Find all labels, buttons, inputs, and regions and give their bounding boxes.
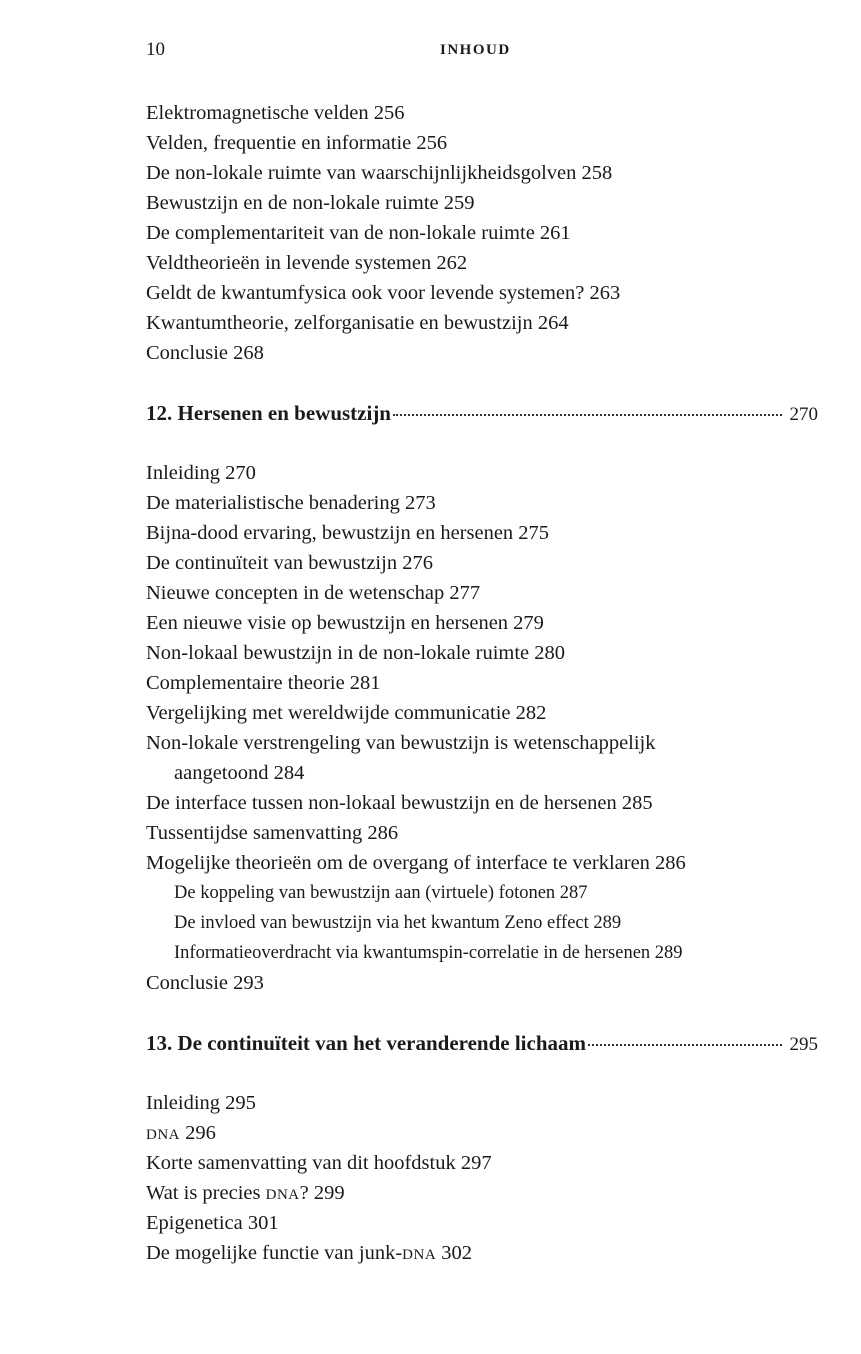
entry-page: 296 xyxy=(185,1122,216,1144)
toc-subentry: De invloed van bewustzijn via het kwantum Zeno effect 289 xyxy=(174,913,622,933)
toc-entry: Een nieuwe visie op bewustzijn en hersenen 279 xyxy=(146,612,544,634)
toc-entry: Non-lokale verstrengeling van bewustzijn is wetenschappelijk xyxy=(146,732,656,754)
toc-entry xyxy=(146,1238,818,1268)
toc-subentry: Informatieoverdracht via kwantumspin-correlatie in de hersenen 289 xyxy=(174,943,683,963)
section-previous-chapter xyxy=(146,98,818,368)
toc-entry xyxy=(146,1118,818,1148)
toc-entry: Velden, frequentie en informatie 256 xyxy=(146,132,448,154)
dna-small-caps: DNA xyxy=(265,1187,300,1203)
entry-text: ? 299 xyxy=(299,1182,345,1204)
running-head: INHOUD xyxy=(440,42,511,58)
dot-leader xyxy=(588,1044,782,1046)
toc-entry: De interface tussen non-lokaal bewustzijn en de hersenen 285 xyxy=(146,792,653,814)
toc-entry: Mogelijke theorieën om de overgang of interface te verklaren 286 xyxy=(146,852,686,874)
toc-entry: Inleiding 270 xyxy=(146,462,256,484)
dot-leader xyxy=(393,414,782,416)
toc-entry: Conclusie 293 xyxy=(146,972,264,994)
toc-entry: Non-lokaal bewustzijn in de non-lokale ruimte 280 xyxy=(146,642,566,664)
toc-subentry: De koppeling van bewustzijn aan (virtuele) fotonen 287 xyxy=(174,883,588,903)
toc-entry: Epigenetica 301 xyxy=(146,1212,279,1234)
toc-entry: Vergelijking met wereldwijde communicatie 282 xyxy=(146,702,547,724)
chapter-title: 13. De continuïteit van het veranderende lichaam xyxy=(146,1031,586,1055)
toc-entry: Geldt de kwantumfysica ook voor levende systemen? 263 xyxy=(146,282,621,304)
toc-entry: Elektromagnetische velden 256 xyxy=(146,102,405,124)
dna-small-caps: DNA xyxy=(146,1127,180,1143)
section-chapter-13 xyxy=(146,1088,818,1268)
chapter-title: 12. Hersenen en bewustzijn xyxy=(146,401,391,425)
chapter-page: 270 xyxy=(789,404,818,425)
toc-entry: De non-lokale ruimte van waarschijnlijkheidsgolven 258 xyxy=(146,162,613,184)
toc-entry xyxy=(146,1178,818,1208)
toc-entry: Conclusie 268 xyxy=(146,342,264,364)
chapter-heading-12 xyxy=(146,398,818,428)
table-of-contents xyxy=(146,98,818,1268)
toc-entry: Bijna-dood ervaring, bewustzijn en hersenen 275 xyxy=(146,522,550,544)
toc-entry: Tussentijdse samenvatting 286 xyxy=(146,822,399,844)
toc-entry: Korte samenvatting van dit hoofdstuk 297 xyxy=(146,1152,492,1174)
toc-entry: Kwantumtheorie, zelforganisatie en bewustzijn 264 xyxy=(146,312,569,334)
dna-small-caps: DNA xyxy=(402,1247,437,1263)
toc-entry: Complementaire theorie 281 xyxy=(146,672,381,694)
entry-page: 302 xyxy=(441,1242,473,1264)
toc-entry: De continuïteit van bewustzijn 276 xyxy=(146,552,433,574)
toc-entry: Veldtheorieën in levende systemen 262 xyxy=(146,252,468,274)
toc-entry: Inleiding 295 xyxy=(146,1092,256,1114)
chapter-page: 295 xyxy=(789,1034,818,1055)
chapter-heading-13 xyxy=(146,1028,818,1058)
section-chapter-12 xyxy=(146,458,818,998)
toc-entry: Bewustzijn en de non-lokale ruimte 259 xyxy=(146,192,475,214)
toc-entry: De complementariteit van de non-lokale ruimte 261 xyxy=(146,222,571,244)
entry-text: De mogelijke functie van junk- xyxy=(146,1242,403,1264)
toc-entry-continuation: aangetoond 284 xyxy=(174,762,305,784)
toc-entry: De materialistische benadering 273 xyxy=(146,492,436,514)
entry-text: Wat is precies xyxy=(146,1182,261,1204)
toc-entry: Nieuwe concepten in de wetenschap 277 xyxy=(146,582,481,604)
page-number: 10 xyxy=(146,39,165,60)
